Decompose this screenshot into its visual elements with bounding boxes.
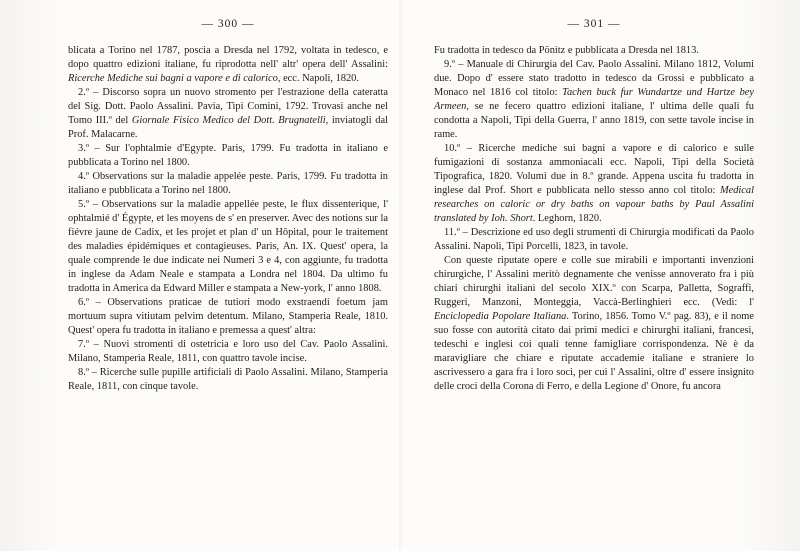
body-text: Con queste riputate opere e colle sue mirabili e importanti invenzioni chirurgiche, l' Assalini meritò degnamente che venisse annoverato fra i più chiari chirurghi italiani del secolo XIX.º con Scarpa, Palletta, Sograffi, Ruggeri, Manzoni, Monteggia, Vaccà-Berlinghieri ecc. (Vedi: l' (434, 254, 754, 308)
body-text: 10.º – Ricerche mediche sui bagni a vapore e di calorico e sulle fumigazioni di sostanza ammoniacali ecc. Napoli, Tipi della Società Tipografica, 1820. Volumi due in 8.º grande. Appena uscita fu tradotta in inglese dal Prof. Short e pubblicata nello stesso anno col titolo: (434, 142, 754, 196)
right-page-column (434, 18, 754, 394)
body-text: 4.º Observations sur la maladie appelée peste. Paris, 1799. Fu tradotta in italiano e pubblicata a Torino nel 1800. (68, 170, 388, 196)
body-text: 9.º – Manuale di Chirurgia del Cav. Paolo Assalini. Milano 1812, Volumi due. Dopo d' essere stato tradotto in tedesco da Grossi e pubblicato a Monaco nel 1816 col titolo: (434, 58, 754, 98)
paragraph (68, 366, 388, 394)
paragraph (68, 338, 388, 366)
italic-title: Ricerche Mediche sui bagni a vapore e di calorico (68, 72, 278, 84)
body-text: 3.º – Sur l'ophtalmie d'Egypte. Paris, 1799. Fu tradotta in italiano e pubblicata a Torino nel 1800. (68, 142, 388, 168)
right-page-text (434, 44, 754, 394)
paragraph (434, 58, 754, 142)
body-text: blicata a Torino nel 1787, poscia a Dresda nel 1792, voltata in tedesco, e dopo quattro edizioni italiane, fu riprodotta nell' altr' opera dell' Assalini: (68, 45, 388, 70)
body-text: 8.º – Ricerche sulle pupille artificiali di Paolo Assalini. Milano, Stamperia Reale, 1811, con cinque tavole. (68, 366, 388, 392)
body-text: 11.º – Descrizione ed uso degli strumenti di Chirurgia modificati da Paolo Assalini. Napoli, Tipi Porcelli, 1823, in tavole. (434, 226, 754, 252)
body-text: 5.º – Observations sur la maladie appellée peste, le flux dissenterique, l' ophtalmié d' Égypte, et les moyens de s' en preserver. Avec des notions sur la fiévre jaune de Cadix, et les projet et plan d' un Hôpital, pour le traitement des maladies épidémiques et contagieuses. Paris, An. IX. Quest' opera, la quale comprende le due indicate nei Numeri 3 e 4, con aggiunte, fu tradotta in inglese da Adam Neale e stampata a Londra nel 1804. Da ultimo fu tradotta in America da Edward Miller e stampata a New-york, l' anno 1808. (68, 198, 388, 294)
paragraph (434, 226, 754, 254)
body-text: 6.º – Observations praticae de tutiori modo exstraendi foetum jam mortuum supra vitiutam pelvim detentum. Milano, Stamperia Reale, 1810. Quest' opera fu tradotta in italiano e premessa a quest' altra: (68, 296, 388, 336)
body-text: 7.º – Nuovi stromenti di ostetricia e loro uso del Cav. Paolo Assalini. Milano, Stamperia Reale, 1811, con quattro tavole incise. (68, 338, 388, 364)
italic-title: Medical researches on caloric or dry baths on vapour baths by Paul Assalini translated by Ioh. Short (434, 184, 754, 224)
paragraph (68, 142, 388, 170)
paragraph (68, 296, 388, 338)
body-text: . Torino, 1856. Tomo V.º pag. 83), e il nome suo fosse con autorità citato dai primi medici e chirurghi italiani, francesi, tedeschi e inglesi coi quali tenne famigliare corrispondenza. Nè è da maravigliare che chiare e riputate accademie italiane e straniere lo ascrivessero a gara fra i loro soci, per cui l' Assalini, oltre d' essere insignito delle croci della Corona di Ferro, e della Legione d' Onore, fu ancora (434, 310, 754, 392)
body-text: Fu tradotta in tedesco da Pönitz e pubblicata a Dresda nel 1813. (434, 45, 699, 56)
page-number-left: — 300 — (201, 18, 255, 30)
body-text: 2.º – Discorso sopra un nuovo stromento per l'estrazione della cateratta del Sig. Dott. Paolo Assalini. Pavia, Tipi Comini, 1792. Trovasi anche nel Tomo III.º del (68, 86, 388, 126)
body-text: , ecc. Napoli, 1820. (277, 72, 359, 84)
body-text: , inviatogli dal Prof. Malacarne. (68, 114, 388, 140)
italic-title: Giornale Fisico Medico del Dott. Brugnatelli (131, 114, 326, 126)
body-text: . Leghorn, 1820. (532, 212, 602, 224)
book-spine (399, 0, 402, 551)
paragraph (68, 86, 388, 142)
paragraph (68, 198, 388, 296)
left-page-column (68, 18, 388, 394)
page-number-right: — 301 — (567, 18, 621, 30)
paragraph (68, 170, 388, 198)
paragraph (434, 254, 754, 394)
paragraph (68, 44, 388, 86)
body-text: , se ne fecero quattro edizioni italiane, l' ultima delle quali fu condotta a Napoli, Tipi della Guerra, l' anno 1819, con sette tavole incise in rame. (434, 100, 754, 140)
paragraph (434, 142, 754, 226)
left-page-text (68, 44, 388, 394)
italic-title: Tachen buck fur Wundartze und Hartze bey Armeen (434, 86, 754, 112)
paragraph (434, 44, 754, 58)
italic-title: Enciclopedia Popolare Italiana (434, 310, 567, 322)
